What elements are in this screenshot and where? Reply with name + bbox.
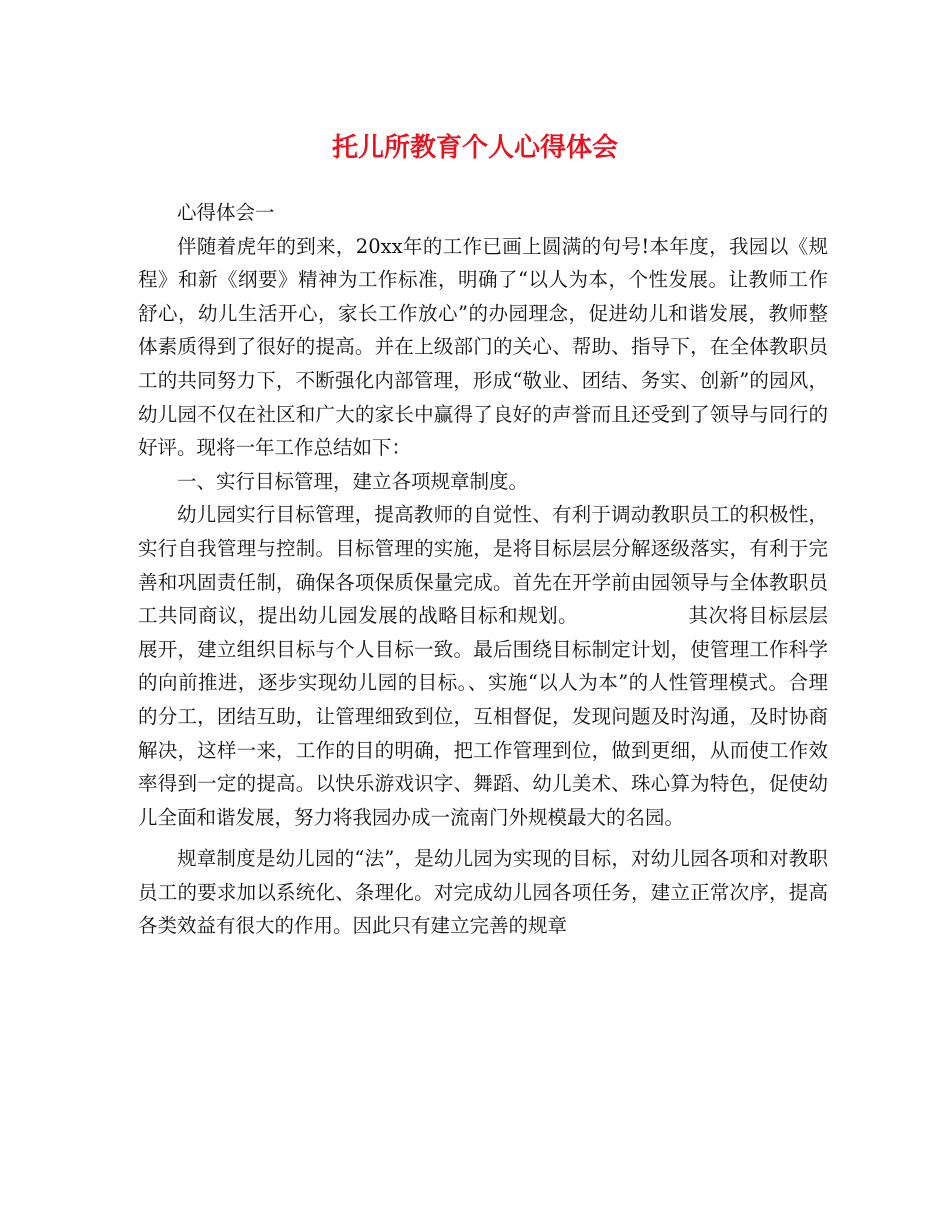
paragraph-rules: 规章制度是幼儿园的“法”，是幼儿园为实现的目标，对幼儿园各项和对教职员工的要求加以系统化、条理化。对完成幼儿园各项任务，建立正常次序，提高各类效益有很大的作用。因此只有建立完善的规章 [138,847,828,938]
section-heading-experience-one: 心得体会一 [177,201,275,224]
document-title: 托儿所教育个人心得体会 [331,133,618,163]
section-heading-target-management: 一、实行目标管理，建立各项规章制度。 [177,469,529,493]
paragraph-intro: 伴随着虎年的到来，20xx年的工作已画上圆满的句号!本年度，我园以《规程》和新《纲要》精神为工作标准，明确了“以人为本，个性发展。让教师工作舒心，幼儿生活开心，家长工作放心”的办园理念，促进幼儿和谐发展，教师整体素质得到了很好的提高。并在上级部门的关心、帮助、指导下，在全体教职员工的共同努力下，不断强化内部管理，形成“敬业、团结、务实、创新”的园风，幼儿园不仅在社区和广大的家长中赢得了良好的声誉而且还受到了领导与同行的好评。现将一年工作总结如下： [138,234,828,460]
document-body [138,196,828,943]
paragraph-target-management: 幼儿园实行目标管理，提高教师的自觉性、有利于调动教职员工的积极性，实行自我管理与控制。目标管理的实施，是将目标层层分解逐级落实，有利于完善和巩固责任制，确保各项保质保量完成。首先在开学前由园领导与全体教职员工共同商议，提出幼儿园发展的战略目标和规划。 其次将目标层层展开，建立组织目标与个人目标一致。最后围绕目标制定计划，使管理工作科学的向前推进，逐步实现幼儿园的目标。、实施“以人为本”的人性管理模式。合理的分工，团结互助，让管理细致到位，互相督促，发现问题及时沟通，及时协商解决，这样一来，工作的目的明确，把工作管理到位，做到更细，从而使工作效率得到一定的提高。以快乐游戏识字、舞蹈、幼儿美术、珠心算为特色，促使幼儿全面和谐发展，努力将我园办成一流南门外规模最大的名园。 [138,503,828,829]
